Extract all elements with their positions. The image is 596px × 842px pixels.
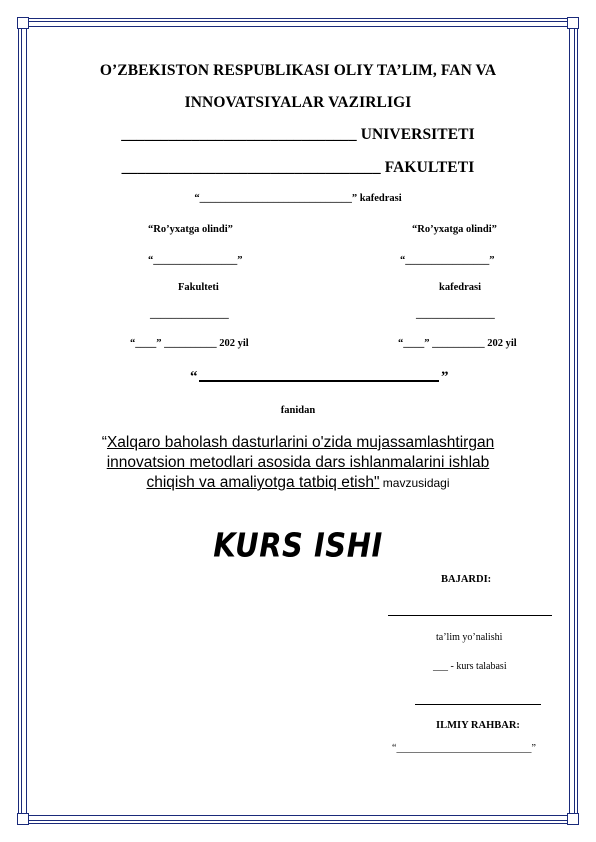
subject-caption: fanidan [280, 405, 316, 416]
topic-suffix: mavzusidagi [379, 476, 450, 490]
decorative-border-inner [26, 26, 570, 816]
registration-right-signature: _______________ [416, 309, 495, 320]
university-line: ______________________________ UNIVERSITETI [121, 126, 475, 143]
supervisor-label: ILMIY RAHBAR: [436, 720, 520, 731]
topic-open-quote: “ [101, 434, 107, 451]
subject-open-quote: “ [190, 369, 198, 385]
registration-left-title: “Ro’yxatga olindi” [148, 224, 233, 235]
registration-right-label: kafedrasi [439, 282, 481, 293]
border-corner-top-right [567, 17, 579, 29]
supervisor-name: “___________________________” [392, 743, 536, 754]
registration-right-title: “Ro’yxatga olindi” [412, 224, 497, 235]
executor-label: BAJARDI: [441, 574, 492, 585]
subject-blank-line [199, 380, 439, 382]
executor-signature-line [415, 704, 541, 705]
department-line: “_____________________________” kafedrasi [194, 193, 402, 204]
work-title-wrap [0, 525, 596, 565]
registration-left-label: Fakulteti [178, 282, 219, 293]
executor-name-line [388, 615, 552, 616]
executor-course: ___ - kurs talabasi [433, 661, 507, 672]
ministry-title-line2: INNOVATSIYALAR VAZIRLIGI [184, 94, 412, 111]
border-corner-bottom-left [17, 813, 29, 825]
registration-left-number: “________________” [148, 255, 243, 266]
registration-left-signature: _______________ [150, 309, 229, 320]
registration-right-number: “________________” [400, 255, 495, 266]
work-title: KURS ISHI [213, 525, 383, 565]
executor-direction: ta’lim yo’nalishi [436, 632, 503, 643]
registration-left-date: “____” __________ 202 yil [130, 338, 249, 349]
topic-close-quote: " [373, 474, 380, 491]
border-corner-bottom-right [567, 813, 579, 825]
topic-paragraph [82, 433, 514, 493]
subject-close-quote: ” [441, 369, 449, 385]
topic-text: Xalqaro baholash dasturlarini o'zida mujassamlashtirgan innovatsion metodlari asosida dars ishlanmalarini ishlab chiqish va amaliyotga tatbiq etish [106, 434, 495, 491]
border-corner-top-left [17, 17, 29, 29]
faculty-line: _________________________________ FAKULTETI [121, 159, 475, 176]
ministry-title-line1: O’ZBEKISTON RESPUBLIKASI OLIY TA’LIM, FAN VA [99, 62, 497, 79]
registration-right-date: “____” __________ 202 yil [398, 338, 517, 349]
